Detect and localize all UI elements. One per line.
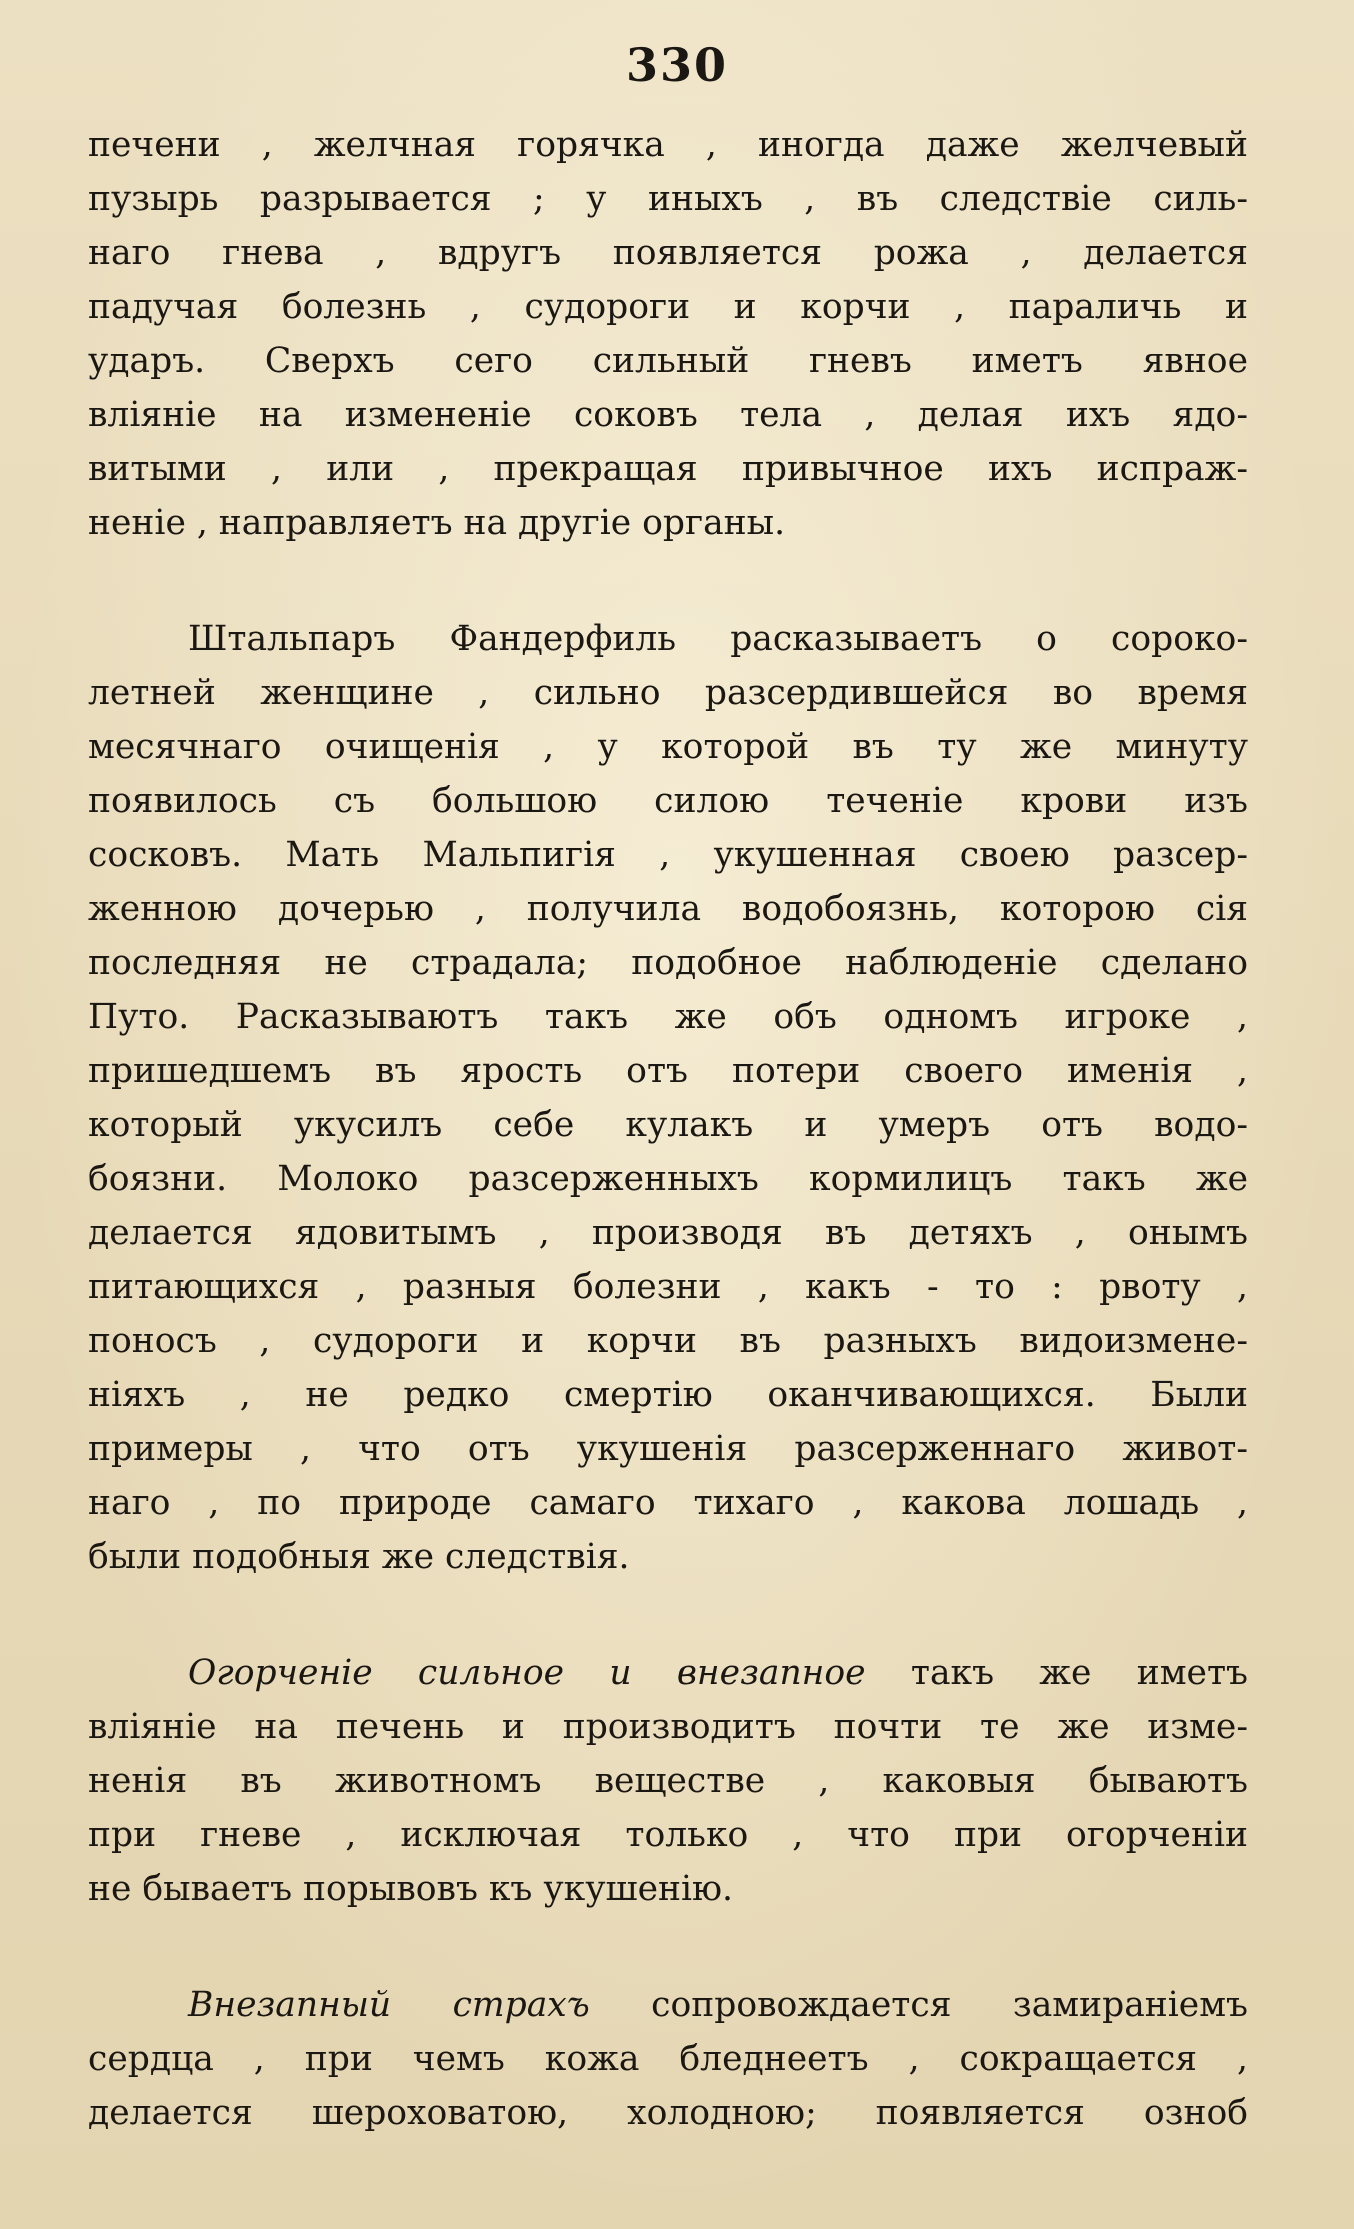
text-line: делается шероховатою, холодною; появляется озноб bbox=[88, 2093, 1248, 2133]
text-line: Штальпаръ Фандерфиль расказываетъ о сороко- bbox=[188, 619, 1248, 659]
text-line: печени , желчная горячка , иногда даже желчевый bbox=[88, 125, 1248, 165]
text-line: вліяніе на измененіе соковъ тела , делая ихъ ядо- bbox=[88, 395, 1248, 435]
text-line: последняя не страдала; подобное наблюденіе сделано bbox=[88, 943, 1248, 983]
text-line: женною дочерью , получила водобоязнь, которою сія bbox=[88, 889, 1248, 929]
text-line: неніе , направляетъ на другіе органы. bbox=[88, 503, 786, 543]
paragraph-1 bbox=[88, 118, 1248, 550]
text-line: примеры , что отъ укушенія разсерженнаго живот- bbox=[88, 1429, 1248, 1469]
page-number: 330 bbox=[625, 38, 729, 92]
text-line: витыми , или , прекращая привычное ихъ испраж- bbox=[88, 449, 1248, 489]
text-line: не бываетъ порывовъ къ укушенію. bbox=[88, 1869, 734, 1909]
text-line: сосковъ. Мать Мальпигія , укушенная своею разсер- bbox=[88, 835, 1248, 875]
paragraph-2 bbox=[88, 612, 1248, 1584]
text-line: летней женщине , сильно разсердившейся во время bbox=[88, 673, 1248, 713]
paragraph-3 bbox=[88, 1646, 1248, 1916]
text-line: наго гнева , вдругъ появляется рожа , делается bbox=[88, 233, 1248, 273]
text-line: появилось съ большою силою теченіе крови изъ bbox=[88, 781, 1248, 821]
text-line: ненія въ животномъ веществе , каковыя бываютъ bbox=[88, 1761, 1248, 1801]
text-run: такъ же иметъ bbox=[865, 1653, 1248, 1693]
text-line: боязни. Молоко разсерженныхъ кормилицъ такъ же bbox=[88, 1159, 1248, 1199]
text-line: сердца , при чемъ кожа бледнеетъ , сокращается , bbox=[88, 2039, 1248, 2079]
text-line: пузырь разрывается ; у иныхъ , въ следствіе силь- bbox=[88, 179, 1248, 219]
text-run: сопровождается замираніемъ bbox=[589, 1985, 1248, 2025]
text-line: месячнаго очищенія , у которой въ ту же минуту bbox=[88, 727, 1248, 767]
italic-lead: Огорченіе сильное и внезапное bbox=[188, 1653, 866, 1693]
text-line: поносъ , судороги и корчи въ разныхъ видоизмене- bbox=[88, 1321, 1248, 1361]
text-line: вліяніе на печень и производитъ почти те же изме- bbox=[88, 1707, 1248, 1747]
text-line: были подобныя же следствія. bbox=[88, 1537, 630, 1577]
text-line: при гневе , исключая только , что при огорченіи bbox=[88, 1815, 1248, 1855]
text-line: делается ядовитымъ , производя въ детяхъ , онымъ bbox=[88, 1213, 1248, 1253]
paragraph-4 bbox=[88, 1978, 1248, 2140]
italic-lead: Внезапный страхъ bbox=[188, 1985, 590, 2025]
text-line: который укусилъ себе кулакъ и умеръ отъ водо- bbox=[88, 1105, 1248, 1145]
text-line bbox=[88, 1978, 1248, 2032]
text-line: Путо. Расказываютъ такъ же объ одномъ игроке , bbox=[88, 997, 1248, 1037]
text-line: наго , по природе самаго тихаго , какова лошадь , bbox=[88, 1483, 1248, 1523]
text-line: ударъ. Сверхъ сего сильный гневъ иметъ явное bbox=[88, 341, 1248, 381]
text-line: пришедшемъ въ ярость отъ потери своего именія , bbox=[88, 1051, 1248, 1091]
text-line: питающихся , разныя болезни , какъ - то : рвоту , bbox=[88, 1267, 1248, 1307]
text-line bbox=[88, 1646, 1248, 1700]
text-line: падучая болезнь , судороги и корчи , параличь и bbox=[88, 287, 1248, 327]
text-line: ніяхъ , не редко смертію оканчивающихся. Были bbox=[88, 1375, 1248, 1415]
page-body bbox=[88, 118, 1248, 2140]
